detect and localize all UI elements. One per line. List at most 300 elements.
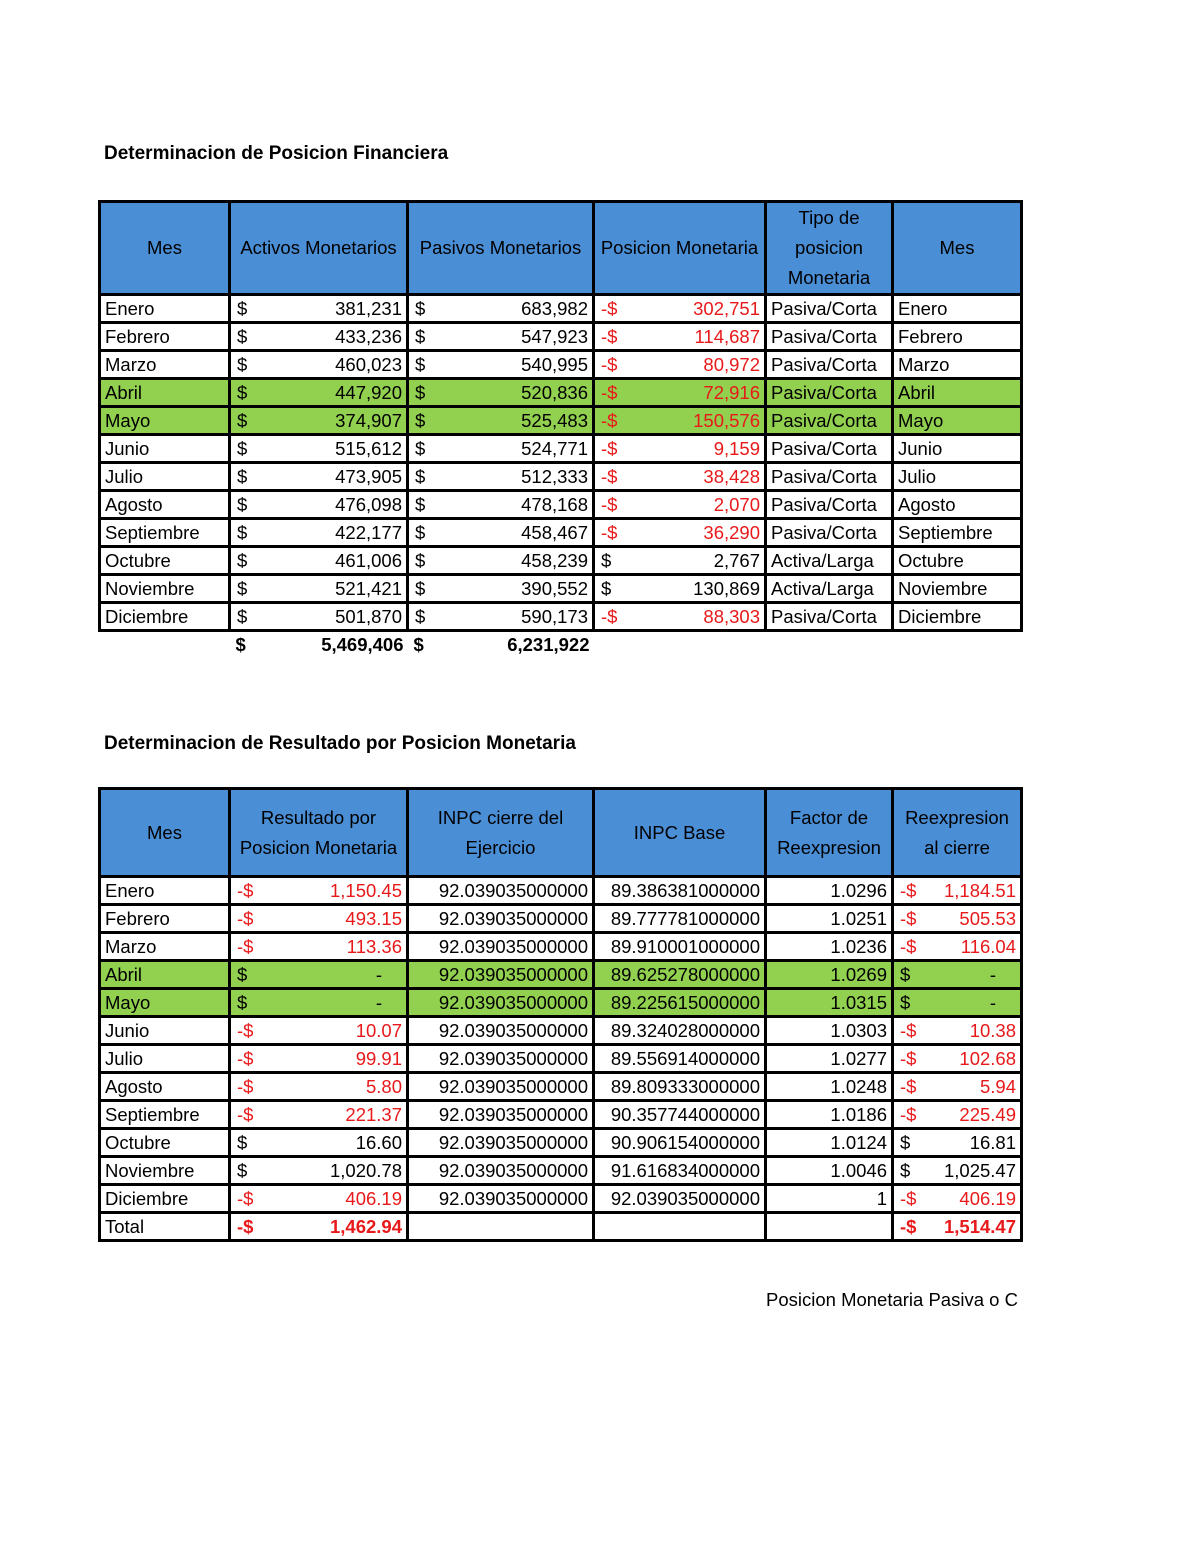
cell-mes2: Enero (893, 295, 1022, 323)
table-row (100, 575, 1022, 603)
cell-inpc-base: 89.386381000000 (594, 877, 766, 905)
cell-mes: Octubre (100, 1129, 230, 1157)
header-posicion: Posicion Monetaria (594, 202, 766, 295)
cell-activos (230, 379, 408, 407)
cell-factor: 1.0303 (766, 1017, 893, 1045)
cell-inpc-base: 91.616834000000 (594, 1157, 766, 1185)
cell-pasivos-value: 478,168 (521, 494, 588, 515)
cell-inpc-base: 90.357744000000 (594, 1101, 766, 1129)
currency-sign: -$ (601, 438, 618, 459)
cell-resultado-value: - (375, 964, 382, 985)
cell-pasivos-value: 590,173 (521, 606, 588, 627)
cell-tipo: Pasiva/Corta (766, 463, 893, 491)
cell-posicion-value: 150,576 (693, 410, 760, 431)
cell-mes: Mayo (100, 407, 230, 435)
currency-sign: $ (237, 550, 248, 571)
currency-sign: $ (415, 382, 426, 403)
currency-sign: $ (415, 354, 426, 375)
currency-sign: -$ (601, 494, 618, 515)
currency-sign: $ (415, 438, 426, 459)
cell-resultado-value: 1,150.45 (329, 880, 402, 901)
cell-inpc-base: 89.324028000000 (594, 1017, 766, 1045)
cell-factor: 1.0277 (766, 1045, 893, 1073)
table-row (100, 1185, 1022, 1213)
cell-reexpresion (893, 1157, 1022, 1185)
cell-resultado (230, 961, 408, 989)
cell-reexpresion (893, 1129, 1022, 1157)
cell-reexpresion-value: 102.68 (959, 1048, 1016, 1069)
cell-posicion (594, 547, 766, 575)
cell-inpc-cierre: 92.039035000000 (408, 1045, 594, 1073)
cell-mes: Enero (100, 877, 230, 905)
total-resultado (230, 1213, 408, 1241)
cell-mes: Junio (100, 1017, 230, 1045)
cell-pasivos (408, 463, 594, 491)
cell-posicion-value: 36,290 (703, 522, 760, 543)
currency-sign: -$ (601, 354, 618, 375)
cell-mes: Julio (100, 463, 230, 491)
table-row (100, 1129, 1022, 1157)
table2-header-row (100, 789, 1022, 877)
cell-mes: Marzo (100, 933, 230, 961)
currency-sign: $ (415, 298, 426, 319)
currency-sign: -$ (237, 908, 254, 929)
cell-resultado (230, 989, 408, 1017)
cell-mes: Noviembre (100, 575, 230, 603)
currency-sign: -$ (900, 1020, 917, 1041)
cell-resultado (230, 877, 408, 905)
cell-pasivos-value: 458,239 (521, 550, 588, 571)
cell-tipo: Pasiva/Corta (766, 491, 893, 519)
cell-pasivos (408, 323, 594, 351)
cell-reexpresion (893, 1101, 1022, 1129)
cell-mes2: Noviembre (893, 575, 1022, 603)
cell-factor: 1.0186 (766, 1101, 893, 1129)
cell-inpc-cierre: 92.039035000000 (408, 1157, 594, 1185)
header-mes: Mes (100, 789, 230, 877)
cell-inpc-cierre: 92.039035000000 (408, 905, 594, 933)
cell-factor: 1.0269 (766, 961, 893, 989)
currency-sign: -$ (237, 880, 254, 901)
cell-mes: Junio (100, 435, 230, 463)
table-row (100, 603, 1022, 631)
cell-activos (230, 575, 408, 603)
currency-sign: $ (415, 606, 426, 627)
currency-sign: -$ (237, 936, 254, 957)
currency-sign: $ (900, 1160, 911, 1181)
table-row (100, 463, 1022, 491)
cell-mes: Febrero (100, 905, 230, 933)
table-row (100, 323, 1022, 351)
cell-reexpresion (893, 989, 1022, 1017)
currency-sign: -$ (601, 466, 618, 487)
cell-activos-value: 374,907 (335, 410, 402, 431)
cell-mes: Agosto (100, 1073, 230, 1101)
cell-posicion (594, 351, 766, 379)
cell-mes2: Febrero (893, 323, 1022, 351)
cell-activos (230, 351, 408, 379)
cell-inpc-cierre: 92.039035000000 (408, 989, 594, 1017)
cell-posicion-value: 9,159 (713, 438, 760, 459)
total-activos-value: 5,469,406 (321, 634, 404, 655)
cell-posicion (594, 575, 766, 603)
cell-mes: Septiembre (100, 1101, 230, 1129)
cell-posicion (594, 463, 766, 491)
cell-mes: Enero (100, 295, 230, 323)
currency-sign: $ (415, 494, 426, 515)
currency-sign: -$ (900, 908, 917, 929)
currency-sign: -$ (900, 1188, 917, 1209)
header-mes: Mes (100, 202, 230, 295)
cell-factor: 1 (766, 1185, 893, 1213)
header-factor: Factor de Reexpresion (766, 789, 893, 877)
currency-sign: $ (237, 466, 248, 487)
currency-sign: -$ (601, 606, 618, 627)
header-activos: Activos Monetarios (230, 202, 408, 295)
currency-sign: $ (235, 634, 246, 655)
currency-sign: -$ (900, 1048, 917, 1069)
cell-pasivos (408, 379, 594, 407)
cell-activos (230, 407, 408, 435)
cell-reexpresion (893, 877, 1022, 905)
cell-tipo: Pasiva/Corta (766, 351, 893, 379)
currency-sign: $ (415, 326, 426, 347)
cell-posicion (594, 435, 766, 463)
cell-inpc-cierre: 92.039035000000 (408, 1101, 594, 1129)
currency-sign: $ (900, 992, 911, 1013)
cell-pasivos-value: 390,552 (521, 578, 588, 599)
cell-activos-value: 476,098 (335, 494, 402, 515)
table-row (100, 295, 1022, 323)
totals-spacer (100, 631, 230, 658)
cell-posicion (594, 295, 766, 323)
cell-activos (230, 519, 408, 547)
table2-title: Determinacion de Resultado por Posicion Monetaria (104, 733, 576, 754)
cell-activos (230, 435, 408, 463)
cell-mes2: Agosto (893, 491, 1022, 519)
table-row (100, 1045, 1022, 1073)
cell-inpc-cierre: 92.039035000000 (408, 1129, 594, 1157)
cell-inpc-cierre: 92.039035000000 (408, 1073, 594, 1101)
cell-posicion-value: 2,767 (713, 550, 760, 571)
cell-mes: Agosto (100, 491, 230, 519)
cell-activos-value: 422,177 (335, 522, 402, 543)
currency-sign: $ (237, 964, 248, 985)
table-row (100, 989, 1022, 1017)
cell-posicion-value: 88,303 (703, 606, 760, 627)
currency-sign: $ (237, 494, 248, 515)
table-row (100, 491, 1022, 519)
table-row (100, 1157, 1022, 1185)
cell-mes: Diciembre (100, 603, 230, 631)
cell-activos (230, 603, 408, 631)
cell-pasivos (408, 603, 594, 631)
cell-mes: Noviembre (100, 1157, 230, 1185)
currency-sign: -$ (601, 522, 618, 543)
cell-pasivos (408, 295, 594, 323)
totals-row (100, 631, 1022, 658)
currency-sign: $ (413, 634, 424, 655)
cell-activos-value: 433,236 (335, 326, 402, 347)
table-row (100, 1017, 1022, 1045)
table-row (100, 905, 1022, 933)
cell-tipo: Pasiva/Corta (766, 295, 893, 323)
currency-sign: $ (601, 550, 612, 571)
cell-mes: Octubre (100, 547, 230, 575)
cell-mes: Mayo (100, 989, 230, 1017)
cell-mes: Marzo (100, 351, 230, 379)
cell-resultado-value: - (375, 992, 382, 1013)
currency-sign: -$ (900, 880, 917, 901)
financial-position-table (98, 200, 1023, 657)
cell-mes2: Julio (893, 463, 1022, 491)
cell-resultado-value: 493.15 (345, 908, 402, 929)
currency-sign: $ (415, 522, 426, 543)
cell-reexpresion-value: 1,184.51 (943, 880, 1016, 901)
cell-posicion (594, 379, 766, 407)
footer-note: Posicion Monetaria Pasiva o C (766, 1289, 1018, 1310)
cell-resultado-value: 99.91 (355, 1048, 402, 1069)
cell-activos-value: 515,612 (335, 438, 402, 459)
cell-reexpresion (893, 933, 1022, 961)
cell-posicion (594, 603, 766, 631)
currency-sign: $ (900, 1132, 911, 1153)
cell-tipo: Activa/Larga (766, 575, 893, 603)
cell-resultado (230, 905, 408, 933)
currency-sign: $ (237, 326, 248, 347)
cell-reexpresion (893, 961, 1022, 989)
total-row (100, 1213, 1022, 1241)
cell-resultado (230, 1185, 408, 1213)
cell-inpc-base: 90.906154000000 (594, 1129, 766, 1157)
total-pasivos (408, 631, 594, 658)
cell-tipo: Pasiva/Corta (766, 323, 893, 351)
cell-activos-value: 501,870 (335, 606, 402, 627)
cell-reexpresion-value: 16.81 (969, 1132, 1016, 1153)
currency-sign: $ (237, 606, 248, 627)
currency-sign: -$ (900, 936, 917, 957)
cell-tipo: Pasiva/Corta (766, 435, 893, 463)
cell-pasivos-value: 547,923 (521, 326, 588, 347)
cell-activos (230, 295, 408, 323)
table-row (100, 1101, 1022, 1129)
cell-reexpresion (893, 1045, 1022, 1073)
cell-resultado (230, 933, 408, 961)
table-row (100, 547, 1022, 575)
currency-sign: $ (415, 550, 426, 571)
cell-posicion (594, 491, 766, 519)
cell-reexpresion-value: 225.49 (959, 1104, 1016, 1125)
cell-resultado (230, 1129, 408, 1157)
cell-activos-value: 447,920 (335, 382, 402, 403)
cell-pasivos (408, 519, 594, 547)
cell-inpc-base: 92.039035000000 (594, 1185, 766, 1213)
cell-inpc-base: 89.777781000000 (594, 905, 766, 933)
currency-sign: -$ (601, 326, 618, 347)
currency-sign: -$ (601, 382, 618, 403)
cell-posicion (594, 519, 766, 547)
table1-title: Determinacion de Posicion Financiera (104, 143, 449, 164)
cell-factor: 1.0315 (766, 989, 893, 1017)
cell-resultado (230, 1073, 408, 1101)
total-pasivos-value: 6,231,922 (507, 634, 590, 655)
currency-sign: -$ (237, 1076, 254, 1097)
cell-mes: Julio (100, 1045, 230, 1073)
cell-activos-value: 521,421 (335, 578, 402, 599)
total-activos (230, 631, 408, 658)
cell-mes2: Abril (893, 379, 1022, 407)
header-resultado: Resultado por Posicion Monetaria (230, 789, 408, 877)
currency-sign: -$ (237, 1104, 254, 1125)
currency-sign: $ (900, 964, 911, 985)
cell-pasivos (408, 491, 594, 519)
table-row (100, 379, 1022, 407)
cell-tipo: Pasiva/Corta (766, 519, 893, 547)
cell-activos-value: 460,023 (335, 354, 402, 375)
cell-mes: Diciembre (100, 1185, 230, 1213)
currency-sign: $ (237, 438, 248, 459)
cell-reexpresion-value: - (989, 992, 996, 1013)
cell-mes2: Octubre (893, 547, 1022, 575)
cell-posicion (594, 323, 766, 351)
header-reexpresion: Reexpresion al cierre (893, 789, 1022, 877)
cell-resultado-value: 113.36 (346, 936, 402, 957)
cell-mes2: Diciembre (893, 603, 1022, 631)
cell-reexpresion (893, 1185, 1022, 1213)
cell-pasivos-value: 512,333 (521, 466, 588, 487)
cell-reexpresion-value: 5.94 (979, 1076, 1016, 1097)
header-mes2: Mes (893, 202, 1022, 295)
currency-sign: $ (415, 578, 426, 599)
currency-sign: $ (237, 1132, 248, 1153)
table-row (100, 933, 1022, 961)
cell-reexpresion-value: 1,025.47 (943, 1160, 1016, 1181)
cell-inpc-base: 89.910001000000 (594, 933, 766, 961)
currency-sign: $ (237, 1160, 248, 1181)
cell-tipo: Pasiva/Corta (766, 407, 893, 435)
cell-activos (230, 463, 408, 491)
cell-posicion-value: 130,869 (693, 578, 760, 599)
currency-sign: -$ (601, 298, 618, 319)
currency-sign: $ (415, 410, 426, 431)
cell-mes: Abril (100, 379, 230, 407)
cell-resultado-value: 1,020.78 (329, 1160, 402, 1181)
cell-mes2: Septiembre (893, 519, 1022, 547)
table-row (100, 435, 1022, 463)
header-inpc-base: INPC Base (594, 789, 766, 877)
currency-sign: $ (237, 354, 248, 375)
currency-sign: -$ (237, 1188, 254, 1209)
currency-sign: -$ (237, 1216, 254, 1237)
table-row (100, 519, 1022, 547)
cell-resultado-value: 406.19 (345, 1188, 402, 1209)
cell-reexpresion (893, 1017, 1022, 1045)
cell-activos (230, 547, 408, 575)
cell-inpc-cierre: 92.039035000000 (408, 1017, 594, 1045)
header-tipo: Tipo de posicion Monetaria (766, 202, 893, 295)
cell-resultado (230, 1157, 408, 1185)
currency-sign: $ (237, 382, 248, 403)
cell-posicion-value: 80,972 (703, 354, 760, 375)
cell-mes2: Marzo (893, 351, 1022, 379)
cell-pasivos-value: 520,836 (521, 382, 588, 403)
currency-sign: $ (237, 992, 248, 1013)
currency-sign: $ (601, 578, 612, 599)
currency-sign: -$ (601, 410, 618, 431)
cell-reexpresion (893, 1073, 1022, 1101)
cell-factor: 1.0248 (766, 1073, 893, 1101)
cell-tipo: Pasiva/Corta (766, 379, 893, 407)
currency-sign: -$ (237, 1048, 254, 1069)
cell-reexpresion-value: 406.19 (959, 1188, 1016, 1209)
cell-inpc-base: 89.556914000000 (594, 1045, 766, 1073)
cell-posicion-value: 38,428 (703, 466, 760, 487)
cell-posicion-value: 302,751 (693, 298, 760, 319)
currency-sign: $ (237, 298, 248, 319)
cell-resultado-value: 16.60 (355, 1132, 402, 1153)
currency-sign: -$ (900, 1076, 917, 1097)
currency-sign: $ (237, 410, 248, 431)
table-row (100, 407, 1022, 435)
cell-pasivos-value: 458,467 (521, 522, 588, 543)
currency-sign: -$ (237, 1020, 254, 1041)
cell-reexpresion-value: 505.53 (959, 908, 1016, 929)
cell-pasivos (408, 407, 594, 435)
cell-pasivos (408, 435, 594, 463)
cell-pasivos (408, 351, 594, 379)
cell-mes2: Junio (893, 435, 1022, 463)
cell-reexpresion-value: 10.38 (969, 1020, 1016, 1041)
cell-pasivos-value: 525,483 (521, 410, 588, 431)
cell-factor: 1.0046 (766, 1157, 893, 1185)
cell-inpc-base: 89.809333000000 (594, 1073, 766, 1101)
table-row (100, 1073, 1022, 1101)
currency-sign: -$ (900, 1104, 917, 1125)
table-row (100, 877, 1022, 905)
cell-pasivos (408, 575, 594, 603)
currency-sign: $ (415, 466, 426, 487)
cell-posicion-value: 72,916 (703, 382, 760, 403)
total-reexpresion-value: 1,514.47 (943, 1216, 1016, 1237)
header-pasivos: Pasivos Monetarios (408, 202, 594, 295)
table1-header-row (100, 202, 1022, 295)
cell-tipo: Activa/Larga (766, 547, 893, 575)
total-label: Total (100, 1213, 230, 1241)
table-row (100, 961, 1022, 989)
cell-activos-value: 473,905 (335, 466, 402, 487)
empty-cell (594, 1213, 766, 1241)
empty-cell (766, 1213, 893, 1241)
cell-resultado (230, 1045, 408, 1073)
total-resultado-value: 1,462.94 (329, 1216, 402, 1237)
cell-activos (230, 491, 408, 519)
header-inpc-cierre: INPC cierre del Ejercicio (408, 789, 594, 877)
empty-cell (408, 1213, 594, 1241)
cell-inpc-cierre: 92.039035000000 (408, 877, 594, 905)
cell-mes: Febrero (100, 323, 230, 351)
cell-factor: 1.0236 (766, 933, 893, 961)
cell-resultado (230, 1017, 408, 1045)
cell-pasivos-value: 683,982 (521, 298, 588, 319)
cell-reexpresion-value: - (989, 964, 996, 985)
cell-factor: 1.0124 (766, 1129, 893, 1157)
cell-mes: Septiembre (100, 519, 230, 547)
cell-activos (230, 323, 408, 351)
cell-inpc-base: 89.625278000000 (594, 961, 766, 989)
monetary-result-table (98, 787, 1023, 1242)
total-reexpresion (893, 1213, 1022, 1241)
cell-mes2: Mayo (893, 407, 1022, 435)
